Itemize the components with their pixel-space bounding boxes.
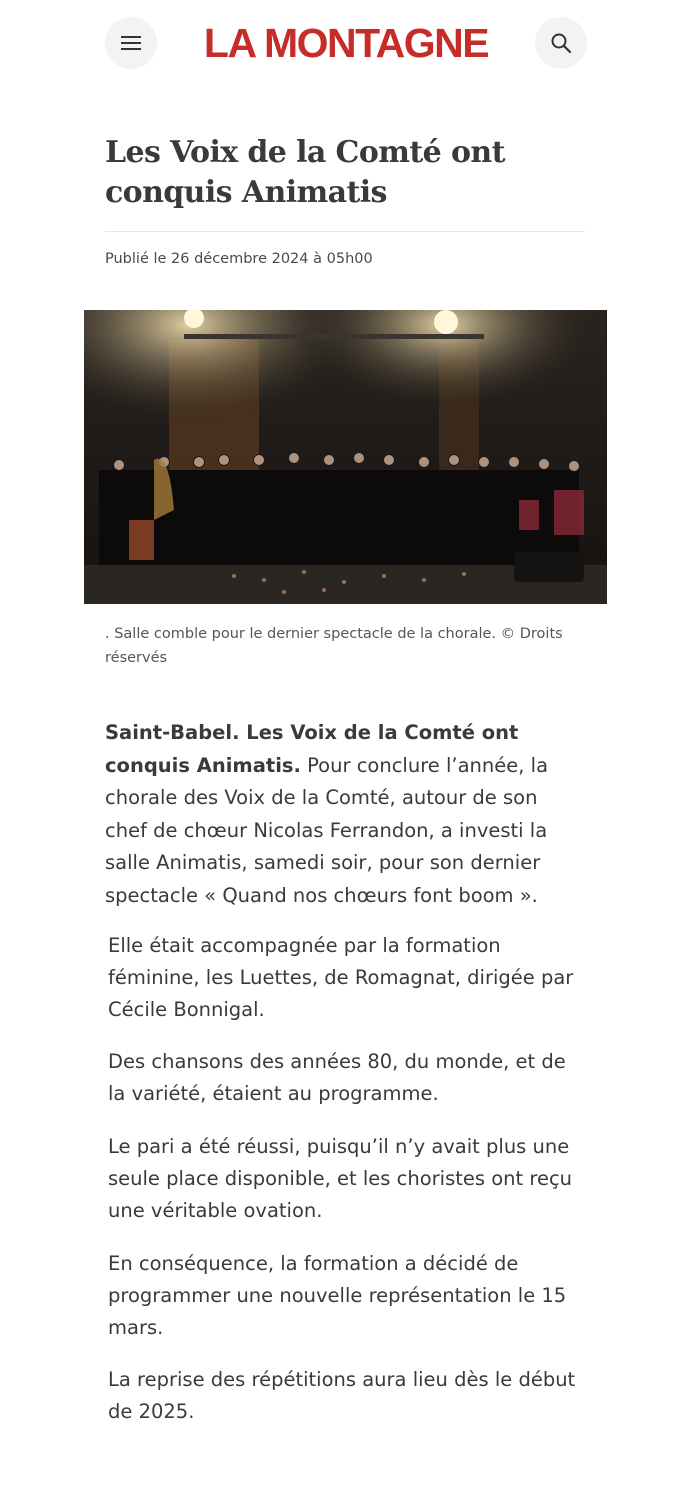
site-header xyxy=(0,0,684,90)
lead-headline: Saint-Babel. Les Voix de la Comté ont conquis Animatis. xyxy=(105,721,519,777)
article-title: Les Voix de la Comté ont conquis Animatis xyxy=(105,135,505,210)
search-button[interactable] xyxy=(535,17,587,69)
article-lead xyxy=(105,717,585,912)
article-paragraph: Le pari a été réussi, puisqu’il n’y avait plus une seule place disponible, et les choristes ont reçu une véritable ovation. xyxy=(108,1135,573,1222)
article-paragraph: En conséquence, la formation a décidé de programmer une nouvelle représentation le 15 mars. xyxy=(108,1252,567,1339)
article-photo xyxy=(84,310,607,604)
article-paragraph: Des chansons des années 80, du monde, et de la variété, étaient au programme. xyxy=(108,1050,566,1105)
menu-button[interactable] xyxy=(105,17,157,69)
lead-text: Pour conclure l’année, la chorale des Voix de la Comté, autour de son chef de chœur Nicolas Ferrandon, a investi la salle Animatis, samedi soir, pour son dernier spectacle « Quand nos chœurs font boom ». xyxy=(105,753,549,907)
title-divider xyxy=(105,231,585,232)
publication-date: Publié le 26 décembre 2024 à 05h00 xyxy=(105,251,373,267)
site-logo[interactable]: LA MONTAGNE xyxy=(203,20,489,66)
hamburger-menu-icon xyxy=(121,35,141,51)
search-icon xyxy=(550,32,572,54)
photo-caption: . Salle comble pour le dernier spectacle de la chorale. © Droits réservés xyxy=(105,626,563,666)
article-paragraph: La reprise des répétitions aura lieu dès le début de 2025. xyxy=(108,1368,576,1423)
article-paragraph: Elle était accompagnée par la formation féminine, les Luettes, de Romagnat, dirigée par Cécile Bonnigal. xyxy=(108,934,574,1021)
